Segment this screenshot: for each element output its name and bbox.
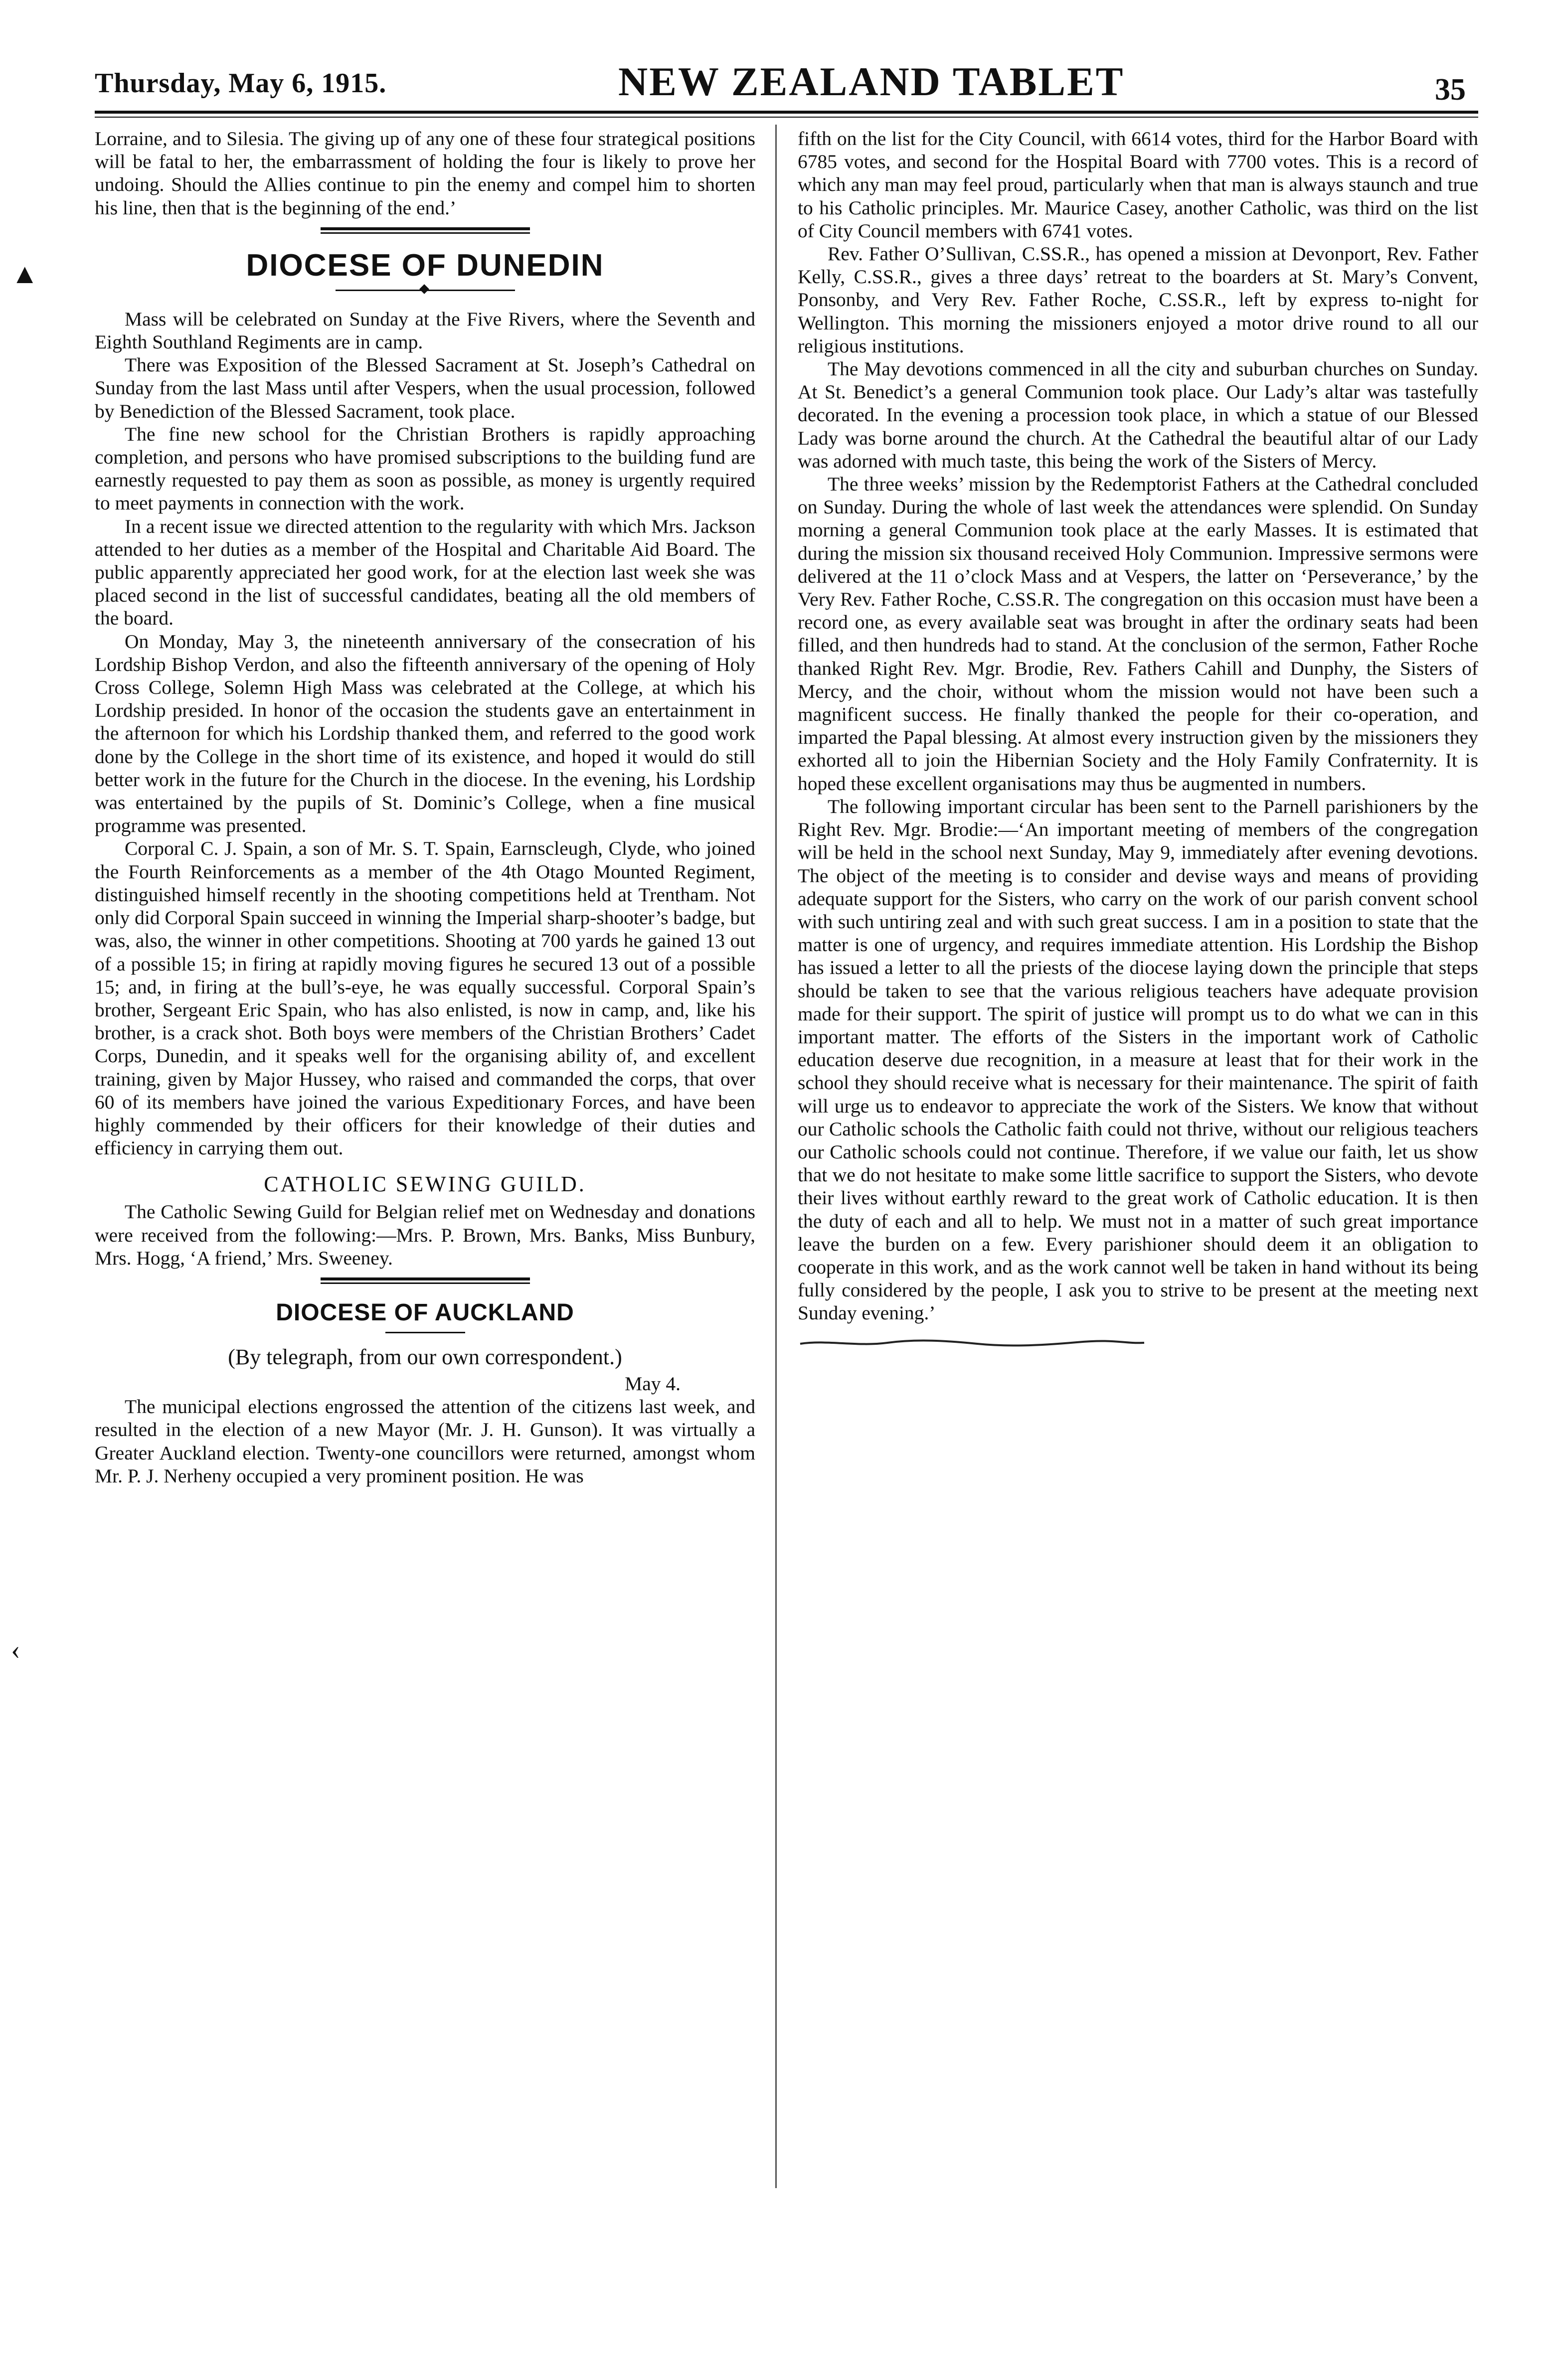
article-paragraph: Corporal C. J. Spain, a son of Mr. S. T. Spain, Earnscleugh, Clyde, who joined the Fourth Reinforcements as a member of the 4th Otago Mounted Regiment, distinguished himself recently in the shooting competitions held at Trentham. Not only did Corporal Spain succeed in winning the Imperial sharp-shooter’s badge, but was, also, the winner in other competitions. Shooting at 700 yards he gained 13 out of a possible 15; in firing at rapidly moving figures he secured 13 out of a possible 15; and, in firing at the bull’s-eye, he was equally successful. Corporal Spain’s brother, Sergeant Eric Spain, who has also enlisted, is now in camp, and, like his brother, is a crack shot. Both boys were members of the Christian Brothers’ Cadet Corps, Dunedin, and it speaks well for the organising ability of, and excellent training, given by Major Hussey, who raised and commanded the corps, that over 60 of its members have joined the various Expeditionary Forces, and have been highly commended by their officers for their knowledge of their duties and efficiency in carrying them out.: [95, 837, 755, 1159]
section-heading-auckland: DIOCESE OF AUCKLAND: [276, 1299, 574, 1326]
section-heading-sewing-guild: CATHOLIC SEWING GUILD.: [264, 1172, 586, 1197]
article-paragraph: There was Exposition of the Blessed Sacrament at St. Joseph’s Cathedral on Sunday from the last Mass until after Vespers, when the usual procession, followed by Benediction of the Blessed Sacrament, took place.: [95, 354, 755, 422]
section-rule: [321, 1277, 530, 1284]
masthead: [95, 57, 1466, 107]
continued-paragraph: Lorraine, and to Silesia. The giving up of any one of these four strategical positions will be fatal to her, the embarrassment of holding the four is likely to prove her undoing. Should the Allies continue to pin the enemy and compel him to shorten his line, then that is the beginning of the end.’: [95, 128, 755, 219]
article-paragraph: The following important circular has been sent to the Parnell parishioners by the Right Rev. Mgr. Brodie:—‘An important meeting of members of the congregation will be held in the school next Sunday, May 9, immediately after evening devotions. The object of the meeting is to consider and devise ways and means of providing adequate support for the Sisters, who carry on the work of our parish convent school with such untiring zeal and with such great success. I am in a position to state that the matter is one of urgency, and requires immediate attention. His Lordship the Bishop has issued a letter to all the priests of the diocese laying down the principle that steps should be taken to see that the various religious teachers have adequate provision made for their support. The spirit of justice will prompt us to do what we can in this important matter. The efforts of the Sisters in the important work of Catholic education deserve due recognition, in a measure at least that for their work in the school they should receive what is necessary for their maintenance. The spirit of faith will urge us to endeavor to appreciate the work of the Sisters. We know that without our Catholic schools the Catholic faith could not thrive, without our religious teachers our Catholic schools could not continue. Therefore, if we value our faith, let us show that we do not hesitate to make some little sacrifice to support the Sisters, who devote their lives without earthly reward to the great work of Catholic education. It is then the duty of each and all to help. We must not in a matter of such great importance leave the burden on a few. Every parishioner should deem it an obligation to cooperate in this work, and as the work cannot well be taken in hand without its being fully considered by the people, I ask you to strive to be present at the meeting next Sunday evening.’: [798, 795, 1478, 1324]
article-paragraph: The fine new school for the Christian Brothers is rapidly approaching completion, and persons who have promised subscriptions to the building fund are earnestly requested to pay them as soon as possible, as money is urgently required to meet payments in connection with the work.: [95, 423, 755, 514]
printer-ornament: [798, 1338, 1147, 1348]
article-paragraph: The three weeks’ mission by the Redemptorist Fathers at the Cathedral concluded on Sunday. During the whole of last week the attendances were splendid. On Sunday morning a general Communion took place at the early Masses. It is estimated that during the mission six thousand received Holy Communion. Impressive sermons were delivered at the 11 o’clock Mass and at Vespers, the latter on ‘Perseverance,’ by the Very Rev. Father Roche, C.SS.R. The congregation on this occasion must have been a record one, as every available seat was brought in after the ordinary seats had been filled, and then hundreds had to stand. At the conclusion of the sermon, Father Roche thanked Right Rev. Mgr. Brodie, Rev. Fathers Cahill and Dunphy, the Sisters of Mercy, and the choir, without whom the mission would not have been such a magnificent success. He finally thanked the people for their co-operation, and imparted the Papal blessing. At almost every instruction given by the missioners they exhorted all to join the Hibernian Society and the Holy Family Confraternity. It is hoped these excellent organisations may thus be augmented in numbers.: [798, 473, 1478, 794]
page-number: 35: [1435, 73, 1466, 107]
dateline: May 4.: [625, 1372, 681, 1395]
section-heading-dunedin: DIOCESE OF DUNEDIN: [246, 248, 604, 283]
masthead-rule: [95, 111, 1478, 118]
article-paragraph: On Monday, May 3, the nineteenth anniversary of the consecration of his Lordship Bishop Verdon, and also the fifteenth anniversary of the opening of Holy Cross College, Solemn High Mass was celebrated at the College, at which his Lordship presided. In honor of the occasion the students gave an entertainment in the afternoon for which his Lordship thanked them, and referred to the good work done by the College in the short time of its existence, and hoped it would do still better work in the future for the Church in the diocese. In the evening, his Lordship was entertained by the pupils of St. Dominic’s College, when a fine musical programme was presented.: [95, 630, 755, 837]
article-paragraph: The municipal elections engrossed the attention of the citizens last week, and resulted in the election of a new Mayor (Mr. J. H. Gunson). It was virtually a Greater Auckland election. Twenty-one councillors were returned, amongst whom Mr. P. J. Nerheny occupied a very prominent position. He was: [95, 1396, 755, 1487]
left-column: [95, 127, 755, 2280]
article-paragraph: fifth on the list for the City Council, with 6614 votes, third for the Harbor Board with 6785 votes, and second for the Hospital Board with 7700 votes. This is a record of which any man may feel proud, particularly when that man is always staunch and true to his Catholic principles. Mr. Maurice Casey, another Catholic, was third on the list of City Council members with 6741 votes.: [798, 128, 1478, 242]
section-rule: [321, 227, 530, 234]
article-paragraph: Rev. Father O’Sullivan, C.SS.R., has opened a mission at Devonport, Rev. Father Kelly, C.SS.R., gives a three days’ retreat to the boarders at St. Mary’s Convent, Ponsonby, and Very Rev. Father Roche, C.SS.R., left by express to-night for Wellington. This morning the missioners enjoyed a motor drive round to all our religious institutions.: [798, 243, 1478, 357]
column-divider: [775, 125, 777, 2188]
article-paragraph: Mass will be celebrated on Sunday at the Five Rivers, where the Seventh and Eighth Southland Regiments are in camp.: [95, 308, 755, 353]
publication-title: NEW ZEALAND TABLET: [618, 59, 1125, 104]
heading-rule: [385, 1332, 465, 1333]
ornament-rule: [336, 286, 515, 295]
issue-date: Thursday, May 6, 1915.: [95, 68, 387, 99]
article-paragraph: The Catholic Sewing Guild for Belgian relief met on Wednesday and donations were received from the following:—Mrs. P. Brown, Mrs. Banks, Miss Bunbury, Mrs. Hogg, ‘A friend,’ Mrs. Sweeney.: [95, 1201, 755, 1269]
margin-mark-icon: ▲: [11, 259, 39, 290]
margin-mark-icon: ‹: [11, 1634, 20, 1665]
article-paragraph: In a recent issue we directed attention to the regularity with which Mrs. Jackson attended to her duties as a member of the Hospital and Charitable Aid Board. The public apparently appreciated her good work, for at the election last week she was placed second in the list of successful candidates, beating all the old members of the board.: [95, 515, 755, 630]
byline: (By telegraph, from our own correspondent.): [228, 1344, 622, 1369]
right-column: [798, 127, 1478, 2280]
article-paragraph: The May devotions commenced in all the city and suburban churches on Sunday. At St. Benedict’s a general Communion took place. Our Lady’s altar was tastefully decorated. In the evening a procession took place, in which a statue of our Blessed Lady was borne around the church. At the Cathedral the beautiful altar of our Lady was adorned with much taste, this being the work of the Sisters of Mercy.: [798, 358, 1478, 472]
